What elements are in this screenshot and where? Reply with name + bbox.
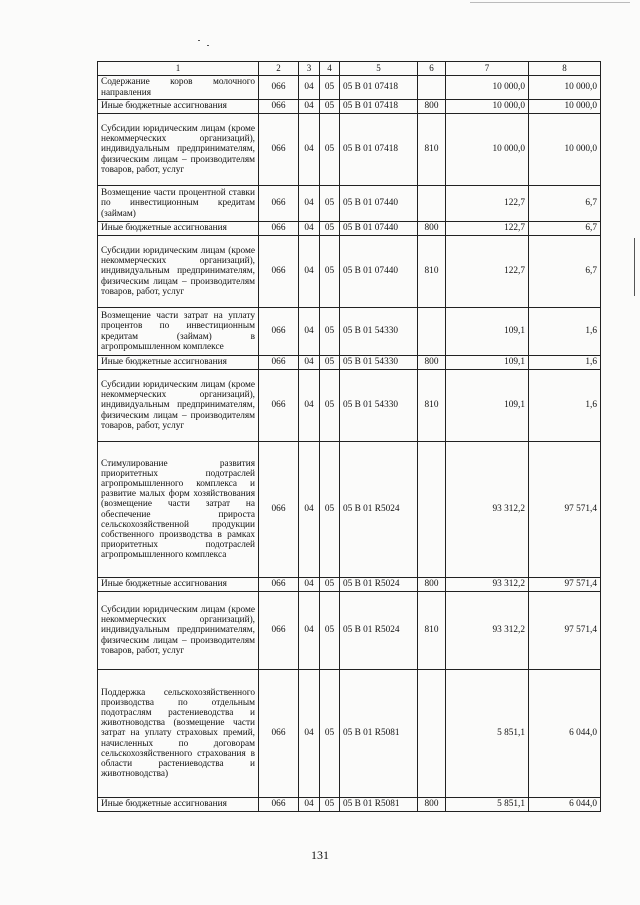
section-code: 04 xyxy=(299,100,320,114)
section-code: 04 xyxy=(299,76,320,100)
grbs-code: 066 xyxy=(259,442,299,578)
table-row xyxy=(98,308,601,356)
target-article-code: 05 В 01 07418 xyxy=(340,76,418,100)
table-header-row xyxy=(98,62,601,76)
amount-year-2: 6,7 xyxy=(529,236,601,308)
subsection-code: 05 xyxy=(320,798,340,812)
subsection-code: 05 xyxy=(320,76,340,100)
expense-type-code: 800 xyxy=(418,222,446,236)
target-article-code: 05 В 01 R5081 xyxy=(340,798,418,812)
section-code: 04 xyxy=(299,798,320,812)
table-row xyxy=(98,100,601,114)
table-row xyxy=(98,236,601,308)
amount-year-2: 10 000,0 xyxy=(529,76,601,100)
expense-type-code: 810 xyxy=(418,592,446,670)
amount-year-2: 1,6 xyxy=(529,356,601,370)
section-code: 04 xyxy=(299,442,320,578)
expense-type-code: 800 xyxy=(418,356,446,370)
item-name: Возмещение части процентной ставки по инвестиционным кредитам (займам) xyxy=(98,186,259,222)
column-number: 4 xyxy=(320,62,340,76)
amount-year-2: 97 571,4 xyxy=(529,592,601,670)
subsection-code: 05 xyxy=(320,578,340,592)
grbs-code: 066 xyxy=(259,114,299,186)
section-code: 04 xyxy=(299,578,320,592)
scan-edge-line xyxy=(470,2,630,3)
budget-allocation-table xyxy=(97,61,601,812)
subsection-code: 05 xyxy=(320,670,340,798)
item-name: Иные бюджетные ассигнования xyxy=(98,578,259,592)
column-number: 5 xyxy=(340,62,418,76)
item-name: Иные бюджетные ассигнования xyxy=(98,222,259,236)
item-name: Иные бюджетные ассигнования xyxy=(98,798,259,812)
table-row xyxy=(98,670,601,798)
expense-type-code: 810 xyxy=(418,370,446,442)
amount-year-2: 97 571,4 xyxy=(529,442,601,578)
amount-year-1: 10 000,0 xyxy=(446,76,529,100)
item-name: Субсидии юридическим лицам (кроме некоммерческих организаций), индивидуальным предпринимателям, физическим лицам – производителям товаров, работ, услуг xyxy=(98,370,259,442)
target-article-code: 05 В 01 54330 xyxy=(340,308,418,356)
target-article-code: 05 В 01 07440 xyxy=(340,186,418,222)
target-article-code: 05 В 01 07440 xyxy=(340,222,418,236)
section-code: 04 xyxy=(299,308,320,356)
amount-year-1: 93 312,2 xyxy=(446,592,529,670)
column-number: 6 xyxy=(418,62,446,76)
item-name: Иные бюджетные ассигнования xyxy=(98,356,259,370)
expense-type-code: 800 xyxy=(418,578,446,592)
table-row xyxy=(98,76,601,100)
grbs-code: 066 xyxy=(259,370,299,442)
grbs-code: 066 xyxy=(259,186,299,222)
section-code: 04 xyxy=(299,114,320,186)
amount-year-1: 122,7 xyxy=(446,186,529,222)
page-number: 131 xyxy=(311,848,329,862)
amount-year-1: 93 312,2 xyxy=(446,578,529,592)
table-row xyxy=(98,592,601,670)
grbs-code: 066 xyxy=(259,76,299,100)
expense-type-code: 810 xyxy=(418,236,446,308)
subsection-code: 05 xyxy=(320,356,340,370)
amount-year-2: 6 044,0 xyxy=(529,798,601,812)
section-code: 04 xyxy=(299,592,320,670)
section-code: 04 xyxy=(299,670,320,798)
grbs-code: 066 xyxy=(259,100,299,114)
expense-type-code xyxy=(418,308,446,356)
item-name: Возмещение части затрат на уплату процентов по инвестиционным кредитам (займам) в агропромышленном комплексе xyxy=(98,308,259,356)
column-number: 2 xyxy=(259,62,299,76)
amount-year-2: 10 000,0 xyxy=(529,114,601,186)
subsection-code: 05 xyxy=(320,236,340,308)
amount-year-1: 93 312,2 xyxy=(446,442,529,578)
column-number: 1 xyxy=(98,62,259,76)
amount-year-1: 122,7 xyxy=(446,236,529,308)
table-row xyxy=(98,356,601,370)
amount-year-1: 10 000,0 xyxy=(446,114,529,186)
amount-year-2: 6 044,0 xyxy=(529,670,601,798)
grbs-code: 066 xyxy=(259,356,299,370)
expense-type-code xyxy=(418,670,446,798)
grbs-code: 066 xyxy=(259,592,299,670)
subsection-code: 05 xyxy=(320,592,340,670)
target-article-code: 05 В 01 54330 xyxy=(340,356,418,370)
target-article-code: 05 В 01 R5081 xyxy=(340,670,418,798)
grbs-code: 066 xyxy=(259,670,299,798)
amount-year-1: 109,1 xyxy=(446,370,529,442)
grbs-code: 066 xyxy=(259,308,299,356)
amount-year-2: 97 571,4 xyxy=(529,578,601,592)
table-row xyxy=(98,442,601,578)
expense-type-code xyxy=(418,76,446,100)
grbs-code: 066 xyxy=(259,578,299,592)
scan-edge-line xyxy=(634,238,635,296)
amount-year-1: 10 000,0 xyxy=(446,100,529,114)
item-name: Субсидии юридическим лицам (кроме некоммерческих организаций), индивидуальным предпринимателям, физическим лицам – производителям товаров, работ, услуг xyxy=(98,114,259,186)
target-article-code: 05 В 01 R5024 xyxy=(340,592,418,670)
grbs-code: 066 xyxy=(259,236,299,308)
target-article-code: 05 В 01 07418 xyxy=(340,114,418,186)
column-number: 8 xyxy=(529,62,601,76)
table-row xyxy=(98,578,601,592)
subsection-code: 05 xyxy=(320,442,340,578)
table-row xyxy=(98,222,601,236)
item-name: Содержание коров молочного направления xyxy=(98,76,259,100)
table-row xyxy=(98,370,601,442)
amount-year-2: 1,6 xyxy=(529,370,601,442)
section-code: 04 xyxy=(299,222,320,236)
expense-type-code: 800 xyxy=(418,798,446,812)
table-row xyxy=(98,798,601,812)
column-number: 7 xyxy=(446,62,529,76)
grbs-code: 066 xyxy=(259,798,299,812)
amount-year-1: 109,1 xyxy=(446,356,529,370)
amount-year-1: 5 851,1 xyxy=(446,798,529,812)
target-article-code: 05 В 01 07440 xyxy=(340,236,418,308)
expense-type-code xyxy=(418,186,446,222)
subsection-code: 05 xyxy=(320,370,340,442)
item-name: Поддержка сельскохозяйственного производства по отдельным подотраслям растениеводства и животноводства (возмещение части затрат на уплату страховых премий, начисленных по договорам сельскохозяйственного страхования в области растениеводства и животноводства) xyxy=(98,670,259,798)
subsection-code: 05 xyxy=(320,308,340,356)
table-row xyxy=(98,114,601,186)
item-name: Субсидии юридическим лицам (кроме некоммерческих организаций), индивидуальным предпринимателям, физическим лицам – производителям товаров, работ, услуг xyxy=(98,236,259,308)
section-code: 04 xyxy=(299,236,320,308)
section-code: 04 xyxy=(299,370,320,442)
subsection-code: 05 xyxy=(320,114,340,186)
target-article-code: 05 В 01 R5024 xyxy=(340,442,418,578)
target-article-code: 05 В 01 54330 xyxy=(340,370,418,442)
target-article-code: 05 В 01 R5024 xyxy=(340,578,418,592)
expense-type-code: 800 xyxy=(418,100,446,114)
amount-year-2: 6,7 xyxy=(529,186,601,222)
item-name: Иные бюджетные ассигнования xyxy=(98,100,259,114)
table-row xyxy=(98,186,601,222)
item-name: Стимулирование развития приоритетных подотраслей агропромышленного комплекса и развитие малых форм хозяйствования (возмещение части затрат на обеспечение прироста сельскохозяйственной продукции собственного производства в рамках приоритетных подотраслей агропромышленного комплекса xyxy=(98,442,259,578)
expense-type-code: 810 xyxy=(418,114,446,186)
amount-year-2: 10 000,0 xyxy=(529,100,601,114)
amount-year-1: 109,1 xyxy=(446,308,529,356)
subsection-code: 05 xyxy=(320,186,340,222)
grbs-code: 066 xyxy=(259,222,299,236)
scan-speck xyxy=(198,40,200,41)
subsection-code: 05 xyxy=(320,222,340,236)
amount-year-2: 6,7 xyxy=(529,222,601,236)
section-code: 04 xyxy=(299,356,320,370)
amount-year-1: 5 851,1 xyxy=(446,670,529,798)
subsection-code: 05 xyxy=(320,100,340,114)
item-name: Субсидии юридическим лицам (кроме некоммерческих организаций), индивидуальным предпринимателям, физическим лицам – производителям товаров, работ, услуг xyxy=(98,592,259,670)
expense-type-code xyxy=(418,442,446,578)
scan-speck xyxy=(207,45,209,46)
column-number: 3 xyxy=(299,62,320,76)
section-code: 04 xyxy=(299,186,320,222)
amount-year-2: 1,6 xyxy=(529,308,601,356)
amount-year-1: 122,7 xyxy=(446,222,529,236)
target-article-code: 05 В 01 07418 xyxy=(340,100,418,114)
